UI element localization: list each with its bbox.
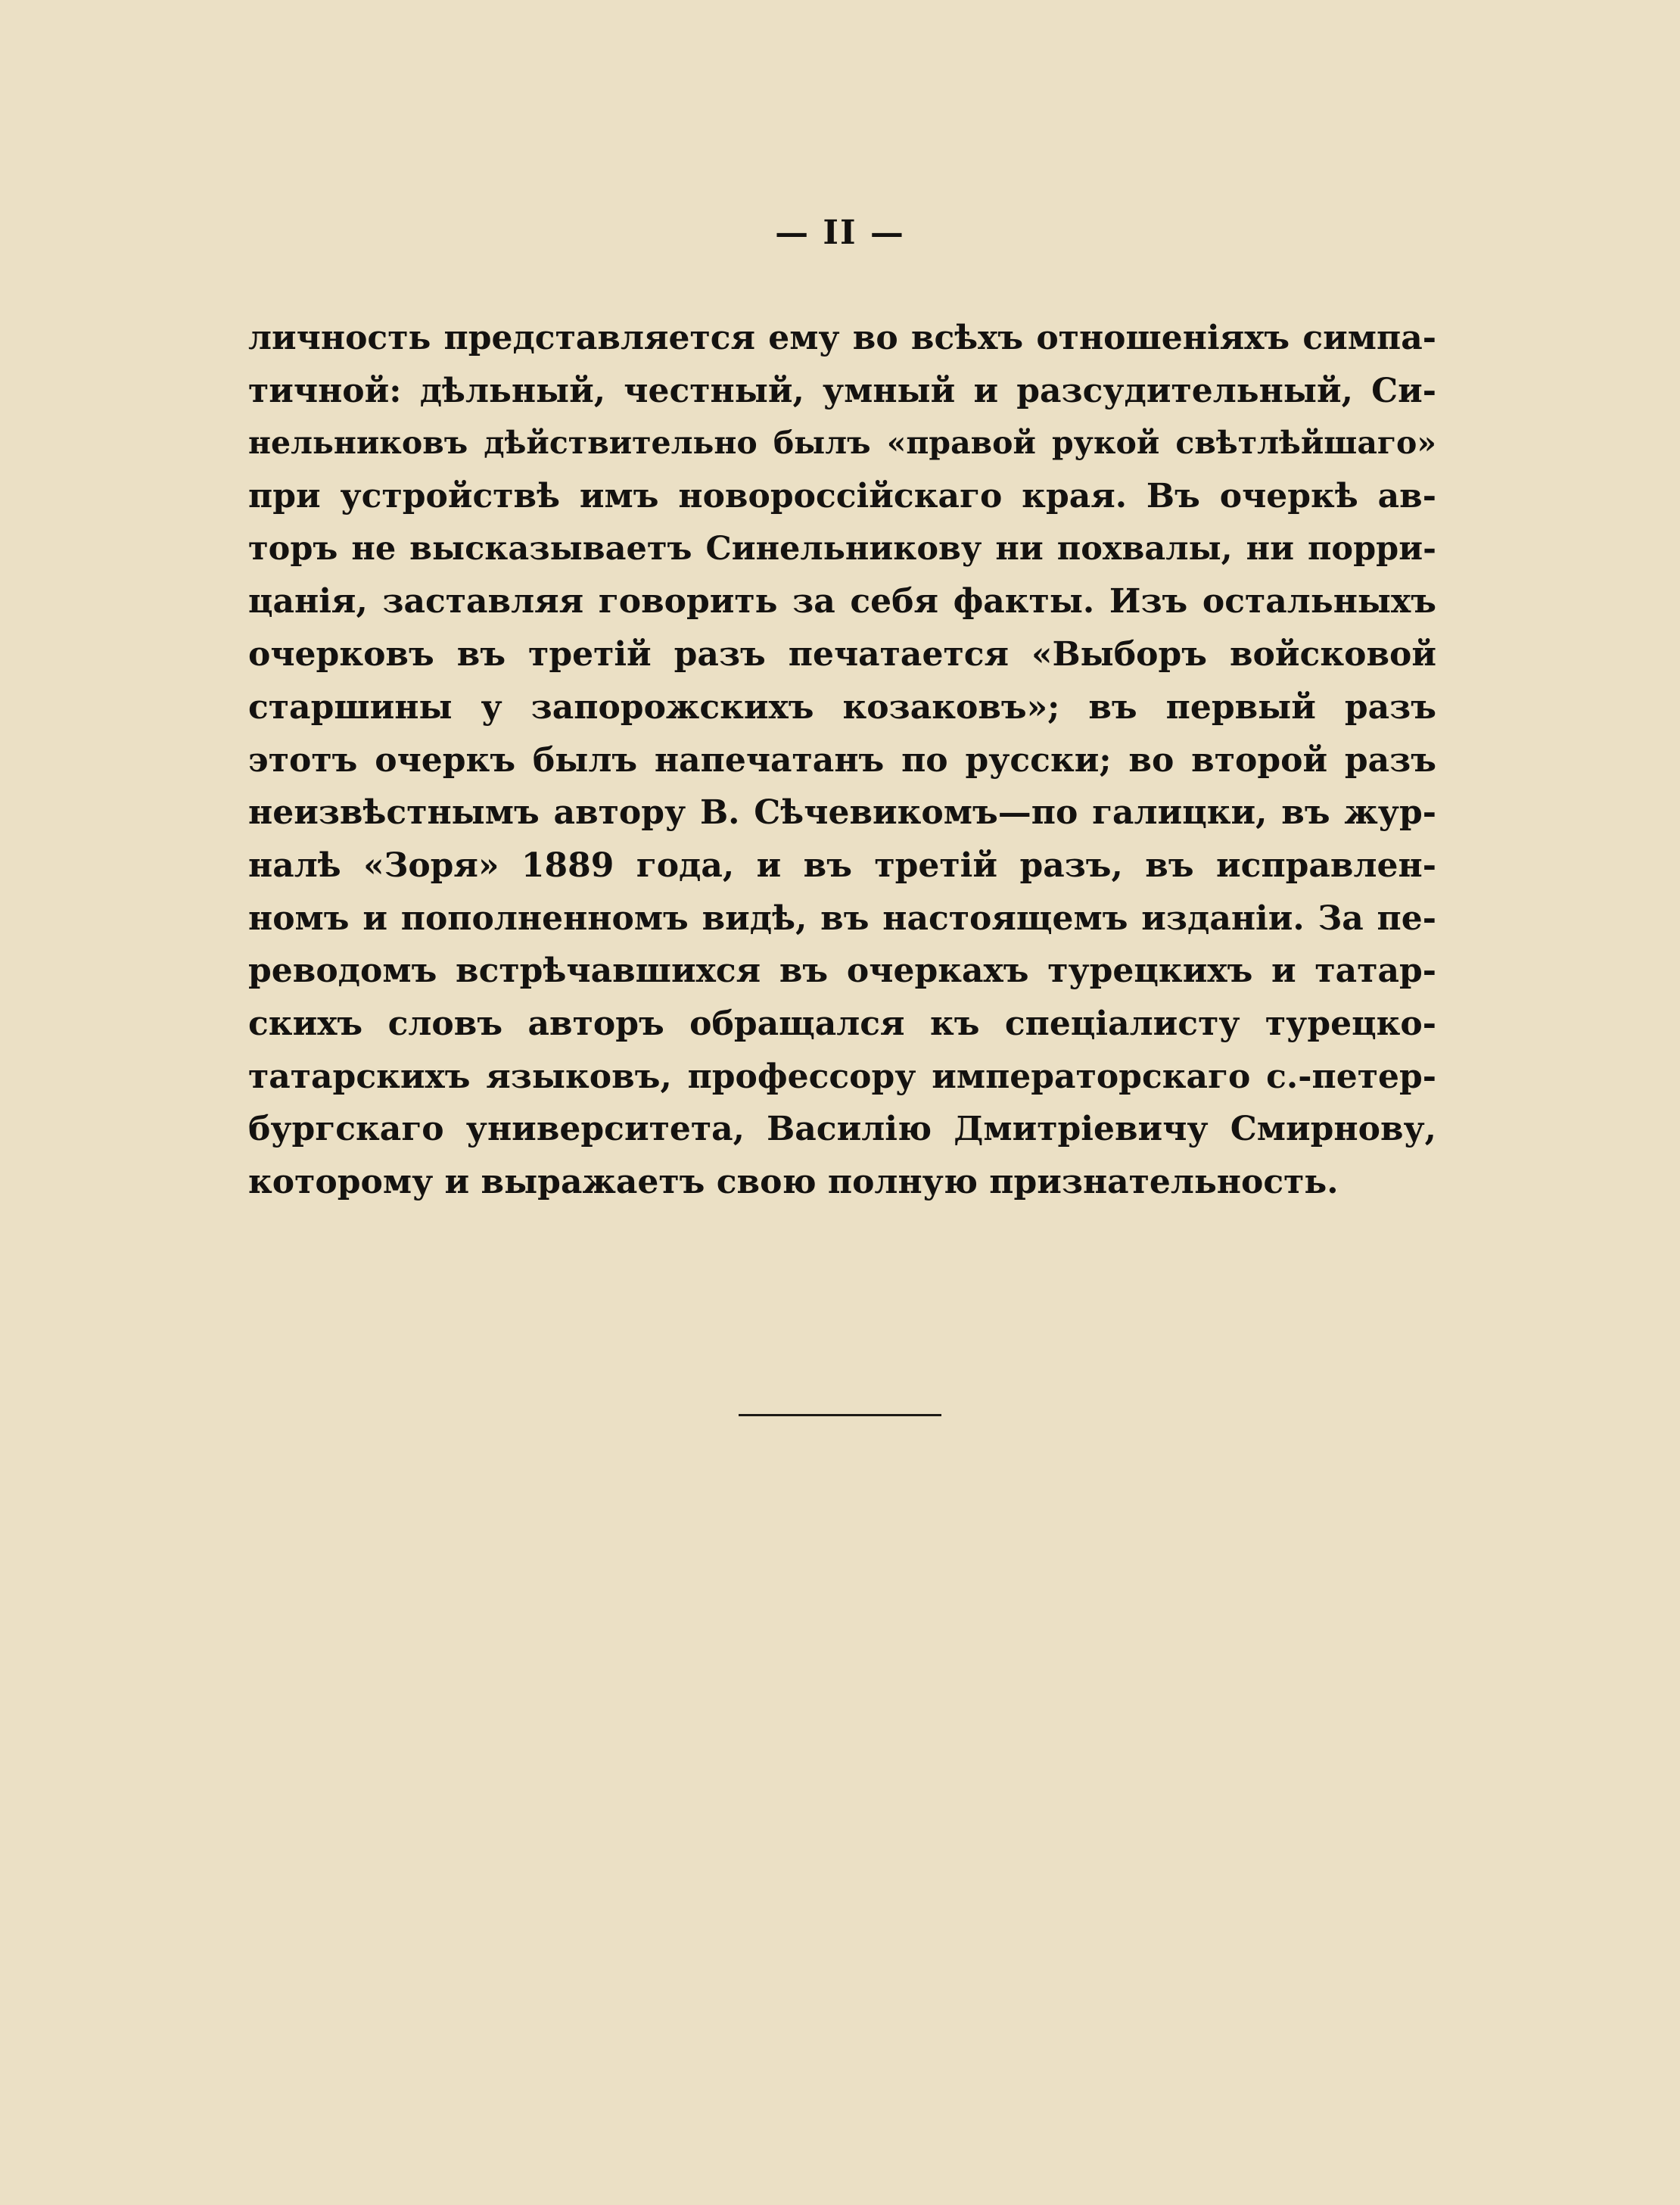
- body-paragraph: [248, 312, 1436, 1209]
- text-line: бургскаго университета, Василію Дмитріевичу Смирнову,: [248, 1110, 1436, 1149]
- text-line: очерковъ въ третій разъ печатается «Выборъ войсковой: [248, 635, 1436, 674]
- text-line: скихъ словъ авторъ обращался къ спеціалисту турецко-: [248, 1004, 1436, 1043]
- text-line: цанія, заставляя говорить за себя факты. Изъ остальныхъ: [248, 582, 1436, 621]
- text-line: тичной: дѣльный, честный, умный и разсудительный, Си-: [248, 371, 1436, 410]
- text-line: неизвѣстнымъ автору В. Сѣчевикомъ—по галицки, въ жур-: [248, 793, 1436, 833]
- text-line: татарскихъ языковъ, профессору императорскаго с.-петер-: [248, 1057, 1436, 1096]
- text-line: которому и выражаетъ свою полную признательность.: [248, 1163, 1339, 1201]
- page-number: — II —: [775, 213, 905, 252]
- text-line: старшины у запорожскихъ козаковъ»; въ первый разъ: [248, 687, 1436, 727]
- text-line: номъ и пополненномъ видѣ, въ настоящемъ изданіи. За пе-: [248, 899, 1436, 938]
- text-line: при устройствѣ имъ новороссійскаго края. Въ очеркѣ ав-: [248, 477, 1436, 516]
- text-line: нельниковъ дѣйствительно былъ «правой рукой свѣтлѣйшаго»: [248, 425, 1436, 462]
- text-line: этотъ очеркъ былъ напечатанъ по русски; во второй разъ: [248, 740, 1436, 780]
- text-line: торъ не высказываетъ Синельникову ни похвалы, ни порри-: [248, 529, 1436, 568]
- text-line: реводомъ встрѣчавшихся въ очеркахъ турецкихъ и татар-: [248, 951, 1436, 991]
- end-rule-divider: [739, 1414, 941, 1416]
- text-line: личность представляется ему во всѣхъ отношеніяхъ симпа-: [248, 319, 1436, 357]
- text-line: налѣ «Зоря» 1889 года, и въ третій разъ, въ исправлен-: [248, 846, 1436, 885]
